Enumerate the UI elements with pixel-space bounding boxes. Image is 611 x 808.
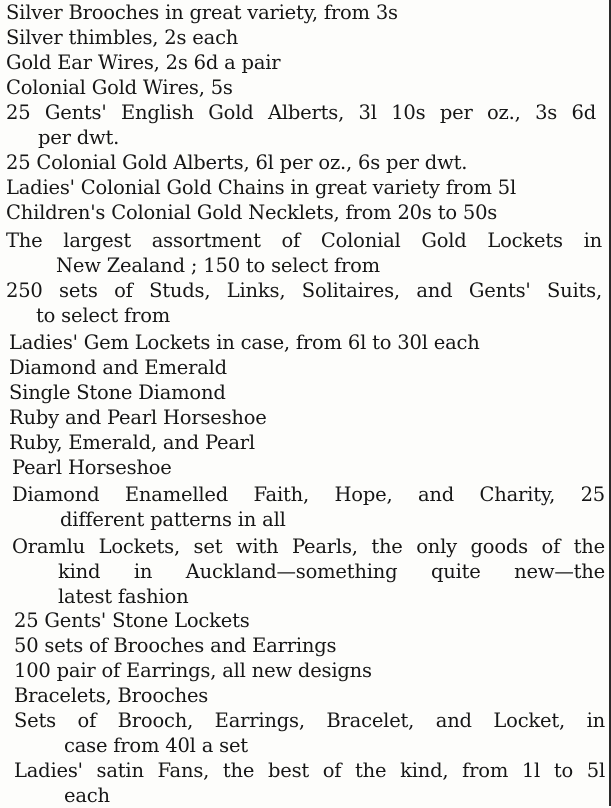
list-item [6, 175, 596, 200]
list-item [6, 200, 596, 225]
item-text: Children's Colonial Gold Necklets, from 20s to 50s [6, 201, 498, 224]
list-item [6, 228, 602, 278]
item-text: Diamond and Emerald [9, 356, 227, 379]
item-text: Ruby, Emerald, and Pearl [9, 431, 255, 454]
list-item [12, 455, 602, 480]
item-text: Sets of Brooch, Earrings, Bracelet, and Locket, in [14, 709, 605, 732]
item-text: 25 Gents' Stone Lockets [14, 609, 250, 632]
item-text: 25 Gents' English Gold Alberts, 3l 10s per oz., 3s 6d [6, 101, 596, 124]
list-item [14, 708, 605, 758]
item-text-continued: per dwt. [38, 126, 120, 149]
list-item [6, 0, 596, 25]
item-text-continued: each [64, 784, 110, 807]
item-text-continued: kind in Auckland—something quite new—the [58, 560, 605, 583]
list-item [6, 25, 596, 50]
item-text: Ruby and Pearl Horseshoe [9, 406, 267, 429]
item-text: 25 Colonial Gold Alberts, 6l per oz., 6s per dwt. [6, 151, 468, 174]
list-item [12, 482, 605, 532]
list-item [14, 633, 604, 658]
list-item [9, 380, 599, 405]
item-text-continued: case from 40l a set [64, 734, 248, 757]
list-item [14, 658, 604, 683]
item-text: The largest assortment of Colonial Gold Lockets in [6, 229, 602, 252]
list-item [9, 405, 599, 430]
list-item [9, 355, 599, 380]
list-item [6, 100, 596, 150]
list-item [6, 150, 596, 175]
list-item [9, 330, 599, 355]
item-text: Gold Ear Wires, 2s 6d a pair [6, 51, 281, 74]
item-text-continued: different patterns in all [60, 508, 286, 531]
item-text: Ladies' Colonial Gold Chains in great variety from 5l [6, 176, 517, 199]
item-text: Diamond Enamelled Faith, Hope, and Charity, 25 [12, 483, 605, 506]
item-text: Silver thimbles, 2s each [6, 26, 239, 49]
list-item [9, 430, 599, 455]
item-text: Ladies' satin Fans, the best of the kind, from 1l to 5l [14, 759, 605, 782]
item-text-continued: New Zealand ; 150 to select from [56, 254, 380, 277]
item-text: Oramlu Lockets, set with Pearls, the only goods of the [12, 535, 605, 558]
item-text: 250 sets of Studs, Links, Solitaires, and Gents' Suits, [6, 279, 602, 302]
item-text: Colonial Gold Wires, 5s [6, 76, 233, 99]
item-text: Bracelets, Brooches [14, 684, 209, 707]
item-text: 50 sets of Brooches and Earrings [14, 634, 337, 657]
item-text: Silver Brooches in great variety, from 3s [6, 1, 398, 24]
list-item [14, 683, 604, 708]
item-text: Single Stone Diamond [9, 381, 226, 404]
item-text: 100 pair of Earrings, all new designs [14, 659, 372, 682]
list-item [12, 534, 605, 609]
item-text-continued: latest fashion [58, 585, 189, 608]
list-item [6, 278, 602, 328]
list-item [14, 758, 605, 808]
list-item [6, 75, 596, 100]
list-item [6, 50, 596, 75]
item-text: Ladies' Gem Lockets in case, from 6l to 30l each [9, 331, 480, 354]
list-item [14, 608, 604, 633]
item-text-continued: to select from [36, 304, 171, 327]
item-text: Pearl Horseshoe [12, 456, 172, 479]
